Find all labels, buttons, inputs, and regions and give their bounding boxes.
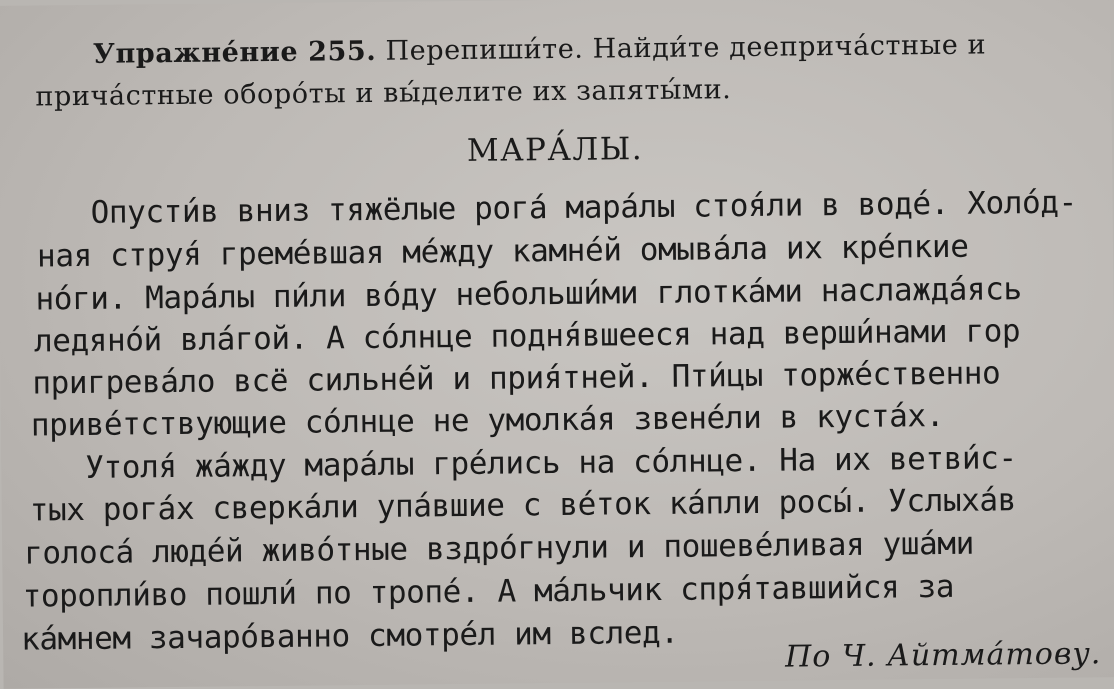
text-line-3: но́ги. Мара́лы пи́ли во́ду небольши́ми глотка́ми наслажда́ясь	[35, 271, 1022, 318]
text-line-10: торопли́во пошли́ по тропе́. А ма́льчик спря́тавшийся за	[22, 568, 955, 615]
exercise-number: Упражне́ние 255.	[92, 35, 377, 70]
text-line-5: пригрева́ло всё сильне́й и прия́тней. Пти́цы торже́ственно	[32, 355, 1001, 402]
author-attribution: По Ч. Айтма́тову.	[784, 636, 1102, 675]
text-line-1: Опусти́в вниз тяжёлые рога́ мара́лы стоя́ли в воде́. Холо́д-	[90, 184, 1077, 231]
text-title: МАРА́ЛЫ.	[466, 131, 644, 169]
exercise-instruction-1: Перепиши́те. Найди́те дееприча́стные и	[385, 29, 987, 67]
text-line-6: приве́тствующие со́лнце не умолка́я звене́ли в куста́х.	[30, 397, 945, 444]
exercise-line-2: прича́стные оборо́ты и вы́делите их запяты́ми.	[35, 74, 732, 113]
exercise-line-1	[93, 28, 1111, 70]
text-line-8: тых рога́х сверка́ли упа́вшие с ве́ток ка́пли росы́. Услыха́в	[29, 482, 1017, 529]
text-line-9: голоса́ люде́й живо́тные вздро́гнули и пошеве́ливая уша́ми	[24, 525, 975, 572]
text-line-4: ледяно́й вла́гой. А со́лнце подня́вшееся над верши́нами гор	[33, 313, 1021, 360]
text-line-7: Утоля́ жа́жду мара́лы гре́лись на со́лнце. На их ветви́с-	[85, 440, 1017, 486]
text-line-2: ная струя́ греме́вшая ме́жду камне́й омыва́ла их кре́пкие	[36, 228, 969, 275]
text-line-11: ка́мнем зачаро́ванно смотре́л им вслед.	[20, 614, 679, 658]
